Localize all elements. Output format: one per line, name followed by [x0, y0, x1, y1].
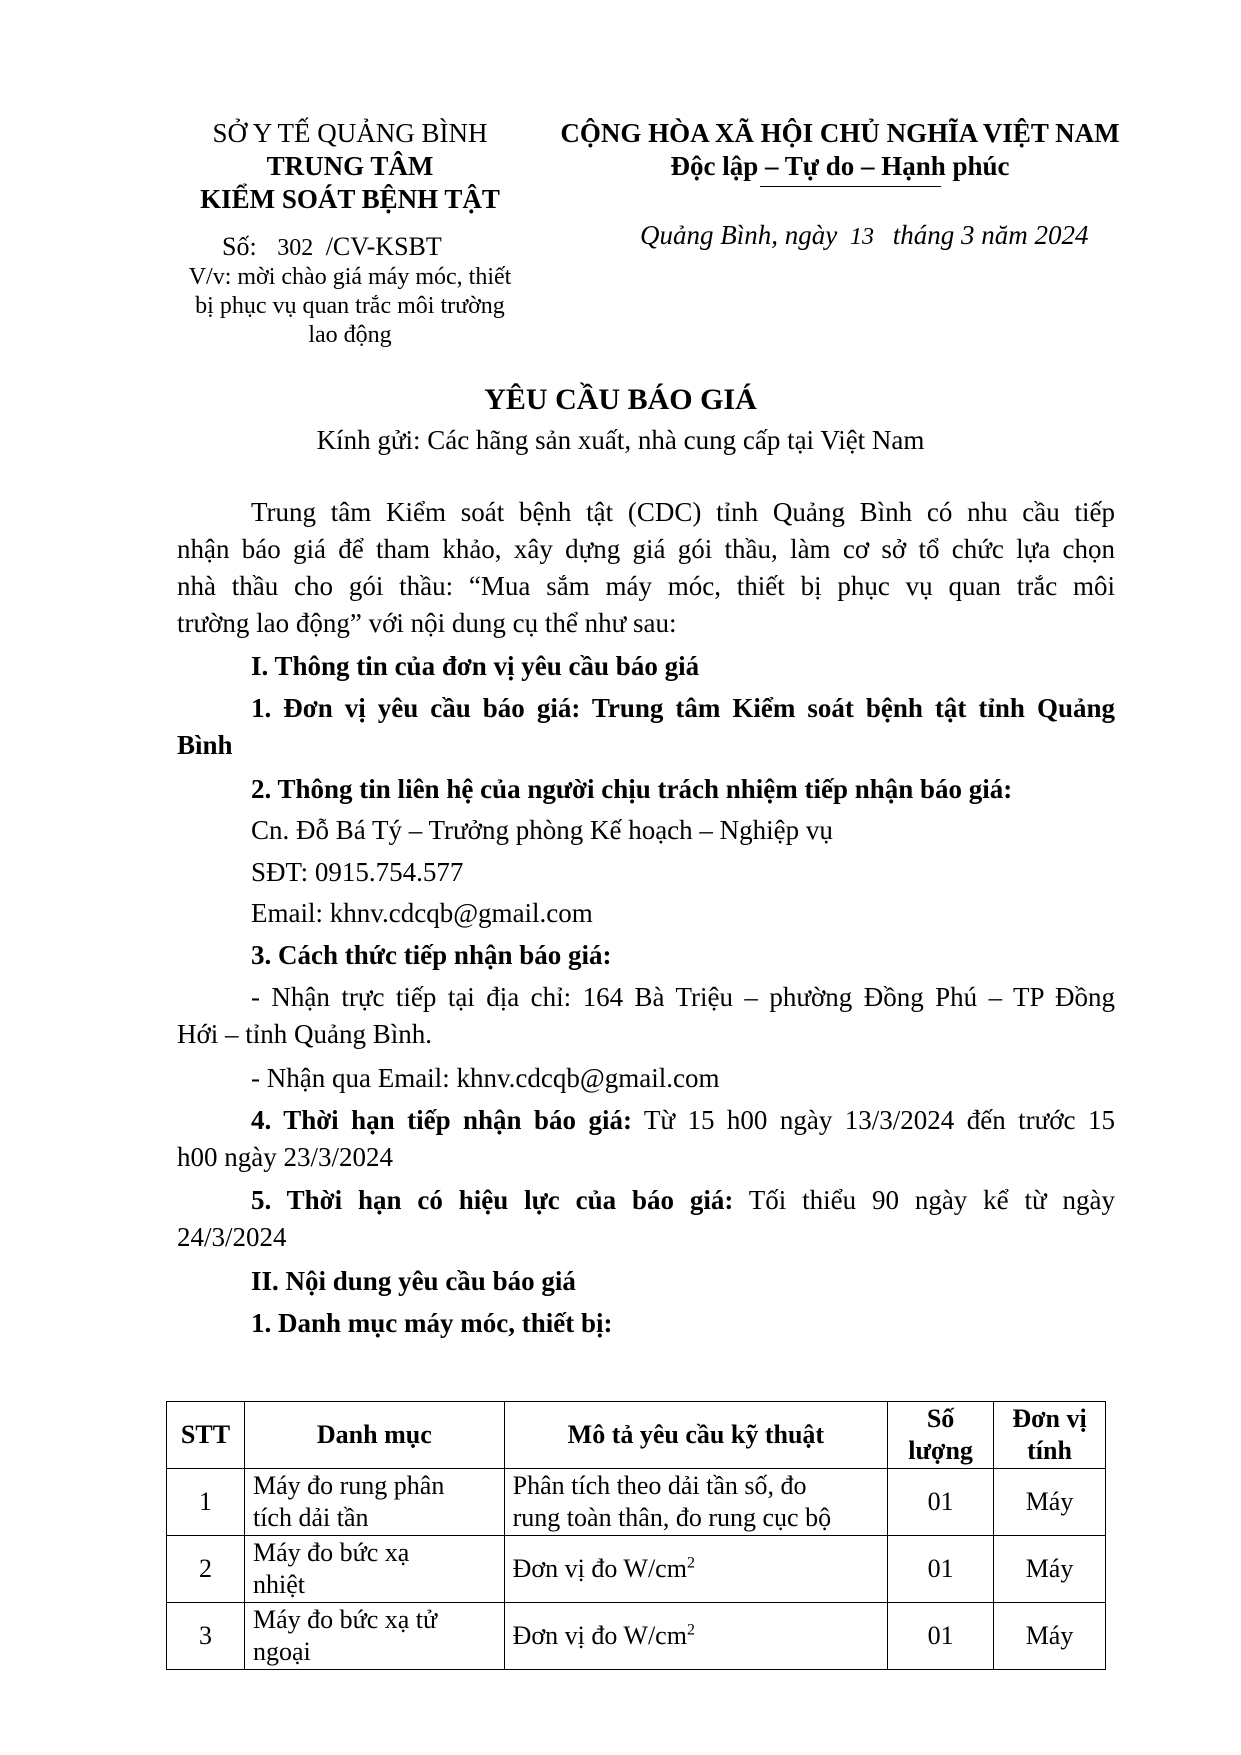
section1-item3-heading: 3. Cách thức tiếp nhận báo giá: [251, 940, 612, 970]
equipment-table [166, 1401, 1106, 1670]
section1-item1-line1: 1. Đơn vị yêu cầu báo giá: Trung tâm Kiểm soát bệnh tật tỉnh Quảng [251, 693, 1115, 723]
date-suffix: tháng 3 năm 2024 [892, 220, 1089, 250]
issue-date [640, 220, 1088, 251]
section1-heading: I. Thông tin của đơn vị yêu cầu báo giá [251, 651, 700, 681]
intro-line3: nhà thầu cho gói thầu: “Mua sắm máy móc, thiết bị phục vụ quan trắc môi [177, 571, 1115, 601]
table-row [167, 1603, 1106, 1670]
country-name: CỘNG HÒA XÃ HỘI CHỦ NGHĨA VIỆT NAM [560, 118, 1120, 148]
document-number [222, 232, 442, 262]
row-name-line2: tích dải tần [252, 1503, 369, 1532]
item5-value: Tối thiểu 90 ngày kể từ ngày [748, 1185, 1115, 1215]
row-name-line1: Máy đo bức xạ tử [252, 1605, 438, 1634]
table-header-row [167, 1402, 1106, 1469]
row-unit: Máy [994, 1469, 1106, 1536]
row-name [244, 1603, 504, 1670]
row-name [244, 1469, 504, 1536]
header-unit [994, 1402, 1106, 1469]
receive-direct-line2: Hới – tỉnh Quảng Bình. [177, 1019, 433, 1049]
section1-item5-line1 [251, 1182, 1115, 1219]
item4-label: 4. Thời hạn tiếp nhận báo giá: [251, 1105, 632, 1135]
row-desc-line1: Phân tích theo dải tần số, đo [512, 1471, 807, 1500]
row-qty: 01 [888, 1603, 994, 1670]
header-unit-line2: tính [1027, 1436, 1072, 1465]
center-name-line2: KIỂM SOÁT BỆNH TẬT [200, 184, 500, 214]
department-name: SỞ Y TẾ QUẢNG BÌNH [212, 118, 488, 148]
motto [530, 151, 1150, 182]
receive-direct-line1: - Nhận trực tiếp tại địa chỉ: 164 Bà Triệu – phường Đồng Phú – TP Đồng [251, 982, 1115, 1012]
table-row [167, 1536, 1106, 1603]
contact-email: Email: khnv.cdcqb@gmail.com [251, 898, 593, 928]
center-name-line1: TRUNG TÂM [266, 151, 434, 181]
header-unit-line1: Đơn vị [1012, 1404, 1087, 1433]
row-desc-text: Đơn vị đo W/cm [512, 1554, 687, 1583]
intro-line2: nhận báo giá để tham khảo, xây dựng giá gói thầu, làm cơ sở tổ chức lựa chọn [177, 534, 1115, 564]
row-desc [504, 1603, 887, 1670]
row-desc-superscript: 2 [686, 1554, 695, 1572]
number-prefix: Số: [222, 232, 257, 261]
header-desc: Mô tả yêu cầu kỹ thuật [504, 1402, 887, 1469]
section1-item4-line2: h00 ngày 23/3/2024 [177, 1142, 393, 1172]
row-name-line1: Máy đo rung phân [252, 1471, 445, 1500]
row-name-line2: nhiệt [252, 1570, 305, 1599]
header-name: Danh mục [244, 1402, 504, 1469]
row-name [244, 1536, 504, 1603]
row-stt: 2 [167, 1536, 245, 1603]
item5-label: 5. Thời hạn có hiệu lực của báo giá: [251, 1185, 734, 1215]
intro-line4: trường lao động” với nội dung cụ thể như sau: [177, 608, 677, 638]
row-name-line1: Máy đo bức xạ [252, 1538, 410, 1567]
section1-item5-line2: 24/3/2024 [177, 1222, 287, 1252]
row-desc-superscript: 2 [686, 1621, 695, 1639]
number-value: 302 [277, 235, 314, 261]
date-day: 13 [849, 224, 874, 250]
row-unit: Máy [994, 1536, 1106, 1603]
row-unit: Máy [994, 1603, 1106, 1670]
subject-line2: bị phục vụ quan trắc môi trường [195, 293, 505, 319]
row-stt: 3 [167, 1603, 245, 1670]
row-desc-line2: rung toàn thân, đo rung cục bộ [512, 1503, 832, 1532]
number-suffix: /CV-KSBT [325, 232, 442, 261]
recipient-line: Kính gửi: Các hãng sản xuất, nhà cung cấp tại Việt Nam [316, 425, 925, 455]
section1-item4-line1 [251, 1102, 1115, 1139]
table-row [167, 1469, 1106, 1536]
row-qty: 01 [888, 1469, 994, 1536]
header-qty [888, 1402, 994, 1469]
header-stt: STT [167, 1402, 245, 1469]
item4-value: Từ 15 h00 ngày 13/3/2024 đến trước 15 [643, 1105, 1115, 1135]
section1-item1-line2: Bình [177, 730, 233, 760]
section2-heading: II. Nội dung yêu cầu báo giá [251, 1266, 576, 1296]
contact-name: Cn. Đỗ Bá Tý – Trưởng phòng Kế hoạch – Nghiệp vụ [251, 815, 833, 845]
intro-line1: Trung tâm Kiểm soát bệnh tật (CDC) tỉnh Quảng Bình có nhu cầu tiếp [251, 497, 1115, 527]
date-prefix: Quảng Bình, ngày [640, 220, 838, 250]
receive-email: - Nhận qua Email: khnv.cdcqb@gmail.com [251, 1063, 720, 1093]
row-desc-text: Đơn vị đo W/cm [512, 1621, 687, 1650]
document-title: YÊU CẦU BÁO GIÁ [484, 383, 757, 416]
row-qty: 01 [888, 1536, 994, 1603]
header-qty-line2: lượng [908, 1436, 973, 1465]
section2-item1-heading: 1. Danh mục máy móc, thiết bị: [251, 1308, 613, 1338]
row-stt: 1 [167, 1469, 245, 1536]
section1-item2-heading: 2. Thông tin liên hệ của người chịu trách nhiệm tiếp nhận báo giá: [251, 774, 1013, 804]
header-qty-line1: Số [926, 1404, 955, 1433]
contact-phone: SĐT: 0915.754.577 [251, 857, 464, 887]
subject-line3: lao động [308, 322, 392, 348]
row-desc [504, 1469, 887, 1536]
row-desc [504, 1536, 887, 1603]
motto-text: Độc lập – Tự do – Hạnh phúc [670, 151, 1010, 181]
motto-underline [760, 186, 941, 187]
row-name-line2: ngoại [252, 1637, 311, 1666]
subject-line1: V/v: mời chào giá máy móc, thiết [188, 264, 512, 290]
